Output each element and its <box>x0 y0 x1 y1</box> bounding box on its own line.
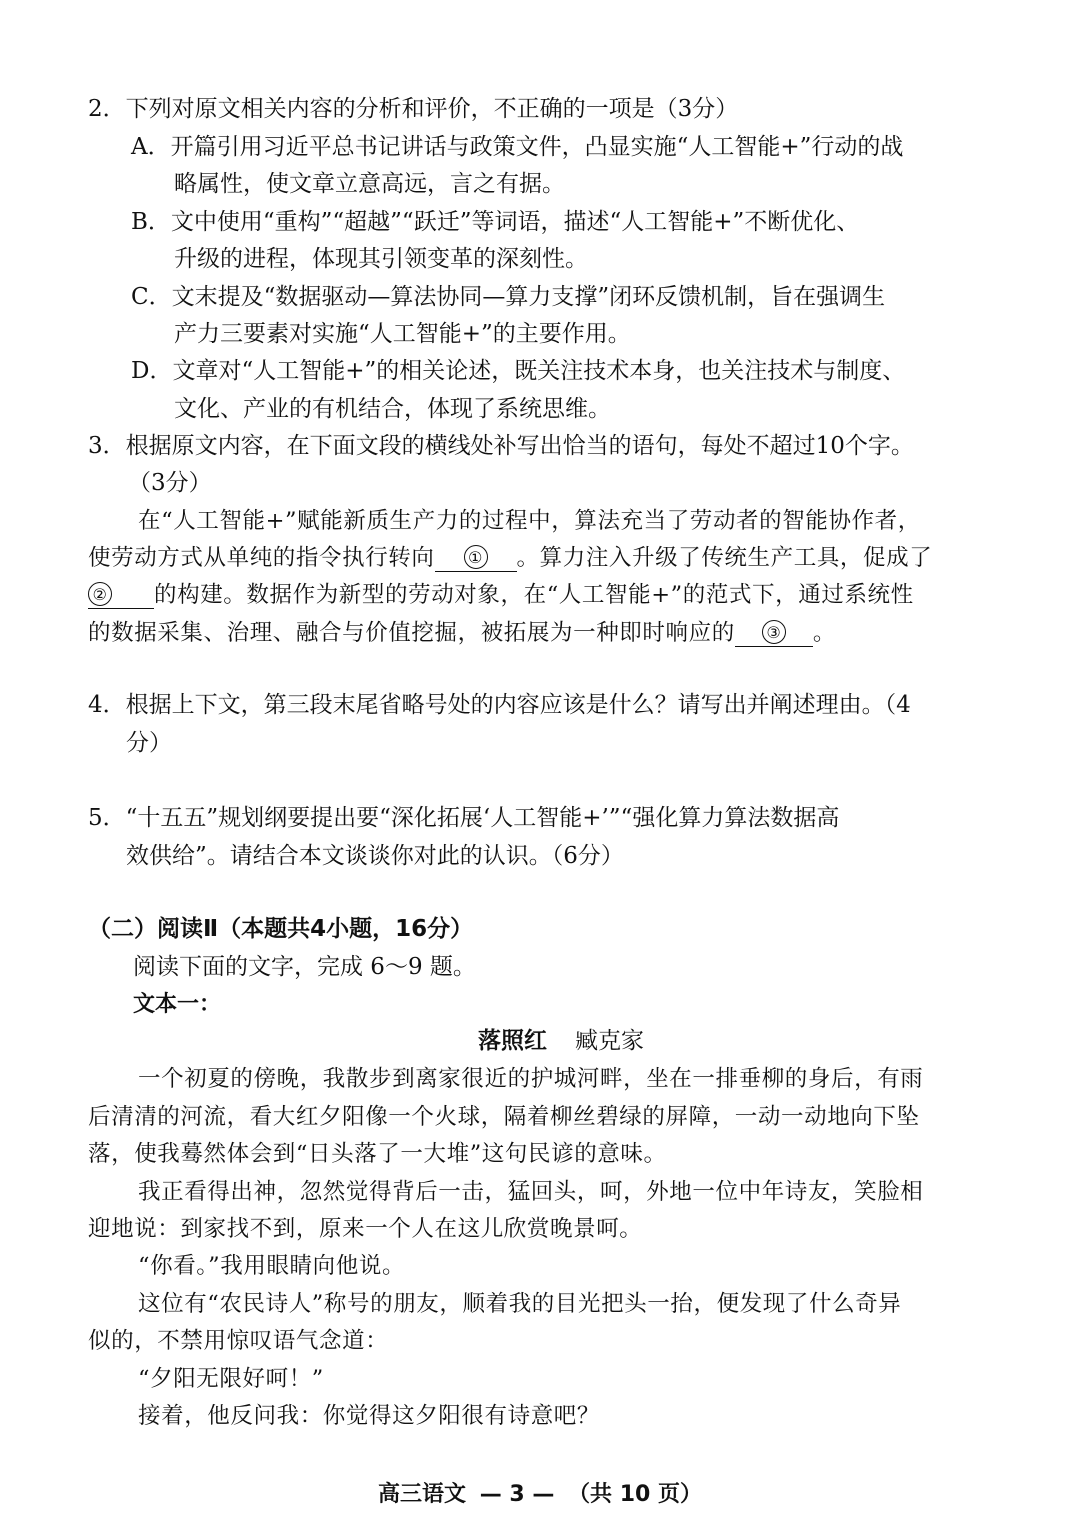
q3-passage-line4-text: 的数据采集、治理、融合与价值挖掘，被拓展为一种即时响应的 <box>88 620 735 646</box>
q2-option-c-line2: 产力三要素对实施“人工智能+”的主要作用。 <box>174 321 631 347</box>
q3-stem: 3．根据原文内容，在下面文段的横线处补写出恰当的语句，每处不超过10个字。 <box>88 433 914 459</box>
q2-option-d-line2: 文化、产业的有机结合，体现了系统思维。 <box>174 396 611 422</box>
article-line-8: 似的，不禁用惊叹语气念道： <box>88 1328 389 1354</box>
article-line-6: “你看。”我用眼睛向他说。 <box>138 1253 406 1279</box>
article-author: 臧克家 <box>575 1028 644 1054</box>
q3-passage-line2-text: 使劳动方式从单纯的指令执行转向 <box>88 545 435 571</box>
blank-2-marker: ② <box>88 582 112 606</box>
text-one-label: 文本一： <box>133 992 222 1017</box>
q3-passage-line3-text: 的构建。数据作为新型的劳动对象，在“人工智能+”的范式下，通过系统性 <box>154 582 914 608</box>
q3-score: （3分） <box>128 470 212 496</box>
q3-passage-line4-end: 。 <box>812 620 836 646</box>
article-title-line <box>478 1026 644 1056</box>
q2-stem: 2．下列对原文相关内容的分析和评价，不正确的一项是（3分） <box>88 96 739 122</box>
q2-option-b-line1: B．文中使用“重构”“超越”“跃迁”等词语，描述“人工智能+”不断优化、 <box>131 209 860 235</box>
q2-option-b-line2: 升级的进程，体现其引领变革的深刻性。 <box>174 246 588 272</box>
q4-line2: 分） <box>126 730 172 756</box>
q3-blank-2[interactable] <box>88 582 154 609</box>
article-line-9: “夕阳无限好呵！” <box>138 1366 324 1392</box>
article-line-1: 一个初夏的傍晚，我散步到离家很近的护城河畔，坐在一排垂柳的身后，有雨 <box>138 1066 924 1092</box>
footer-subject: 高三语文 <box>378 1482 467 1507</box>
q3-passage-line2-rest: 。算力注入升级了传统生产工具，促成了 <box>516 545 933 571</box>
article-line-4: 我正看得出神，忽然觉得背后一击，猛回头，呵，外地一位中年诗友，笑脸相 <box>138 1179 924 1205</box>
q2-option-a-line2: 略属性，使文章立意高远，言之有据。 <box>174 171 565 197</box>
q3-passage-line4 <box>88 618 836 648</box>
article-line-10: 接着，他反问我：你觉得这夕阳很有诗意吧？ <box>138 1403 601 1429</box>
q5-line2: 效供给”。请结合本文谈谈你对此的认识。（6分） <box>126 843 624 869</box>
footer-total-pages: （共 10 页） <box>568 1482 702 1507</box>
article-line-3: 落，使我蓦然体会到“日头落了一大堆”这句民谚的意味。 <box>88 1141 667 1167</box>
q5-line1: 5．“十五五”规划纲要提出要“深化拓展‘人工智能+’”“强化算力算法数据高 <box>88 805 840 831</box>
q4-line1: 4．根据上下文，第三段末尾省略号处的内容应该是什么？请写出并阐述理由。（4 <box>88 692 911 718</box>
section-instruction: 阅读下面的文字，完成 6～9 题。 <box>133 954 476 980</box>
q3-passage-line1: 在“人工智能+”赋能新质生产力的过程中，算法充当了劳动者的智能协作者， <box>138 508 921 534</box>
blank-3-marker: ③ <box>762 620 786 644</box>
article-title: 落照红 <box>478 1028 547 1054</box>
section-heading: （二）阅读Ⅱ（本题共4小题，16分） <box>88 916 474 942</box>
article-line-7: 这位有“农民诗人”称号的朋友，顺着我的目光把头一抬，便发现了什么奇异 <box>138 1291 902 1317</box>
q3-passage-line2 <box>88 543 932 573</box>
q2-option-c-line1: C．文末提及“数据驱动—算法协同—算力支撑”闭环反馈机制，旨在强调生 <box>131 284 886 310</box>
q2-option-d-line1: D．文章对“人工智能+”的相关论述，既关注技术本身，也关注技术与制度、 <box>131 358 906 384</box>
page-footer <box>0 1480 1080 1510</box>
article-line-5: 迎地说：到家找不到，原来一个人在这儿欣赏晚景呵。 <box>88 1216 643 1242</box>
q3-blank-1[interactable] <box>435 545 517 572</box>
article-line-2: 后清清的河流，看大红夕阳像一个火球，隔着柳丝碧绿的屏障，一动一动地向下坠 <box>88 1104 920 1130</box>
q3-passage-line3 <box>88 580 914 610</box>
footer-page-number: — 3 — <box>479 1482 555 1507</box>
q2-option-a-line1: A．开篇引用习近平总书记讲话与政策文件，凸显实施“人工智能+”行动的战 <box>131 134 904 160</box>
q3-blank-3[interactable] <box>735 620 813 647</box>
blank-1-marker: ① <box>464 545 488 569</box>
